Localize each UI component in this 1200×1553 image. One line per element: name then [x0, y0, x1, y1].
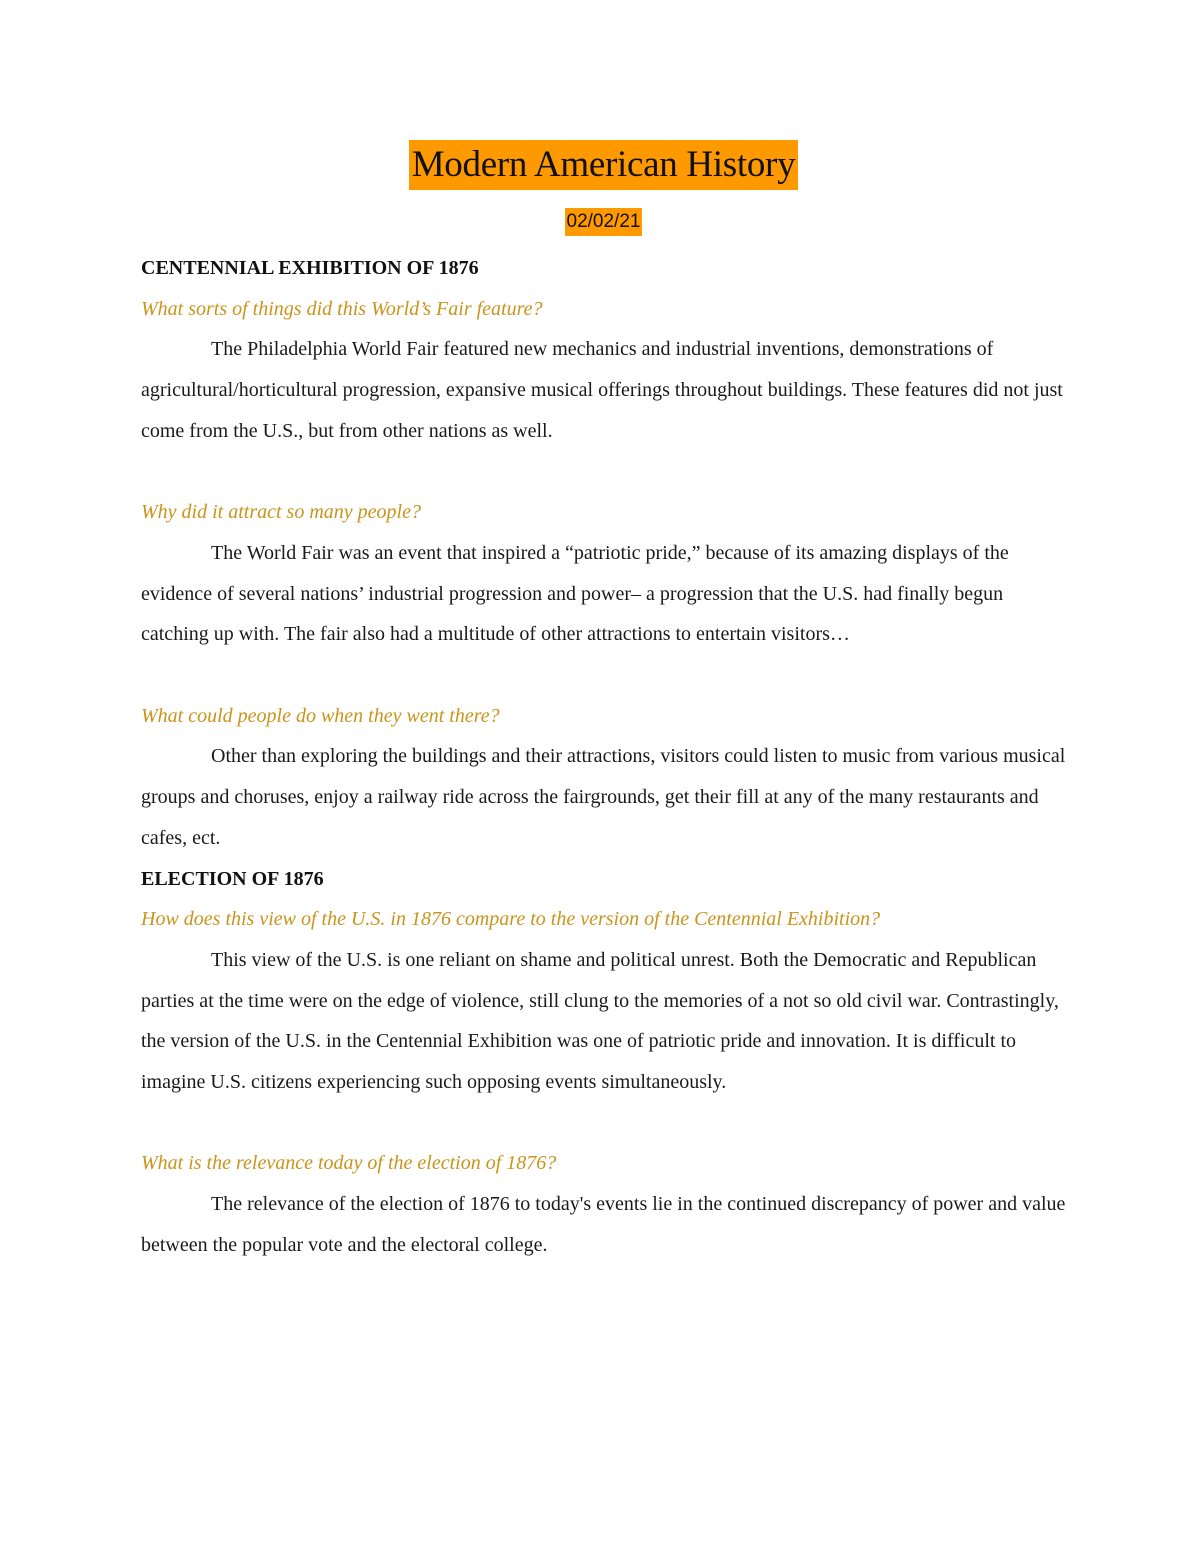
- answer-4: This view of the U.S. is one reliant on shame and political unrest. Both the Democratic and Republican parties at the time were on the edge of violence, still clung to the memories of a not so old civil war. Contrastingly, the version of the U.S. in the Centennial Exhibition was one of patriotic pride and innovation. It is difficult to imagine U.S. citizens experiencing such opposing events simultaneously.: [141, 948, 1059, 1094]
- blank-line: [141, 1103, 1066, 1144]
- answer-2: The World Fair was an event that inspired a “patriotic pride,” because of its amazing displays of the evidence of several nations’ industrial progression and power– a progression that the U.S. had finally begun catching up with. The fair also had a multitude of other attractions to entertain visitors…: [141, 541, 1009, 646]
- answer-3: Other than exploring the buildings and their attractions, visitors could listen to music from various musical groups and choruses, enjoy a railway ride across the fairgrounds, get their fill at any of the many restaurants and cafes, ect.: [141, 745, 1066, 849]
- document-title: Modern American History: [409, 140, 799, 190]
- question-2: Why did it attract so many people?: [141, 501, 421, 524]
- question-3: What could people do when they went there?: [141, 704, 500, 727]
- question-4: How does this view of the U.S. in 1876 compare to the version of the Centennial Exhibition?: [141, 908, 881, 931]
- question-5: What is the relevance today of the election of 1876?: [141, 1152, 557, 1175]
- section-heading-election: ELECTION OF 1876: [141, 867, 324, 890]
- document-body: [141, 140, 1066, 1266]
- title-container: [141, 140, 1066, 192]
- section-heading-centennial: CENTENNIAL EXHIBITION OF 1876: [141, 257, 479, 279]
- question-1: What sorts of things did this World’s Fair feature?: [141, 297, 543, 320]
- blank-line: [141, 655, 1066, 696]
- answer-5: The relevance of the election of 1876 to today's events lie in the continued discrepancy of power and value between the popular vote and the electoral college.: [141, 1193, 1066, 1256]
- document-date: 02/02/21: [565, 208, 643, 236]
- date-container: [141, 208, 1066, 240]
- answer-1: The Philadelphia World Fair featured new mechanics and industrial inventions, demonstrations of agricultural/horticultural progression, expansive musical offerings throughout buildings. These features did not just come from the U.S., but from other nations as well.: [141, 338, 1063, 442]
- blank-line: [141, 452, 1066, 493]
